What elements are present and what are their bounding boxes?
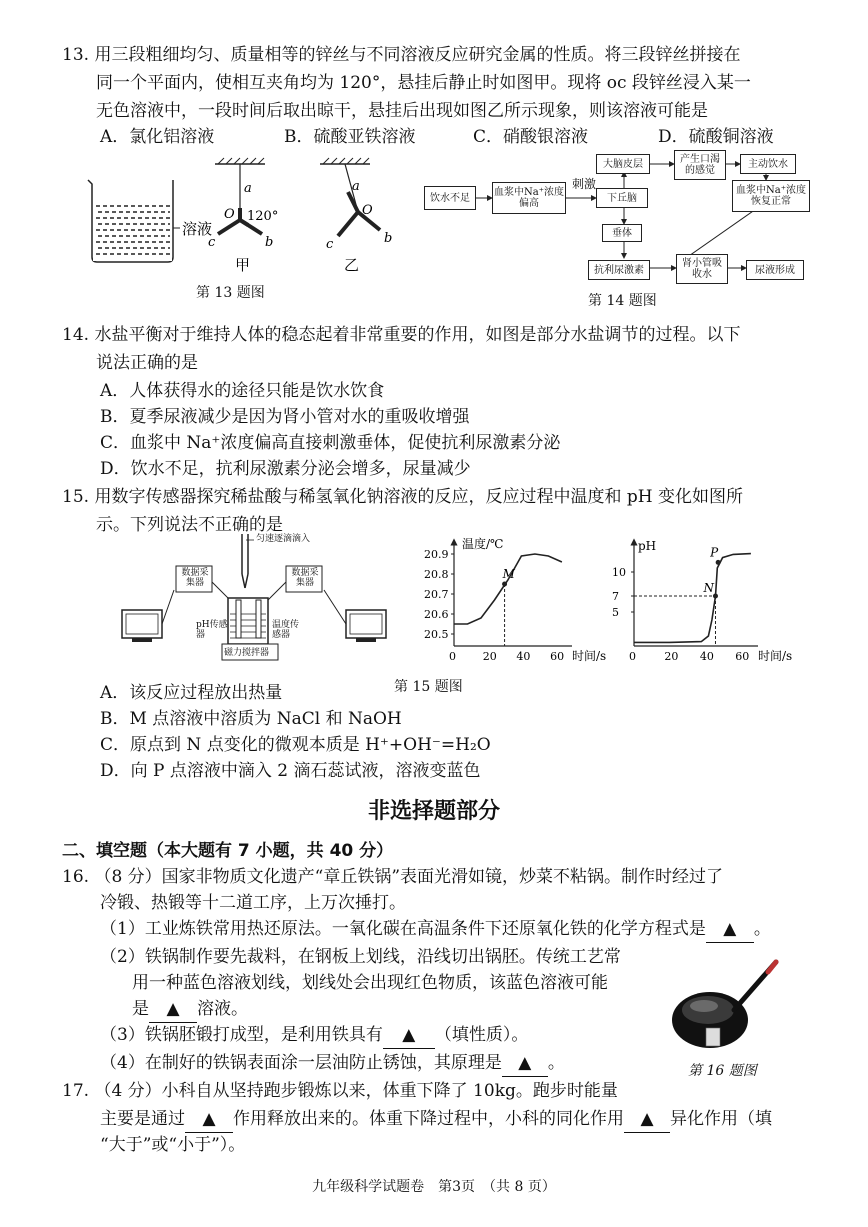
q13-line3: 无色溶液中，一段时间后取出晾干，悬挂后出现如图乙所示现象，则该溶液可能是 <box>96 101 708 121</box>
q17-line3: “大于”或“小于”）。 <box>100 1135 246 1155</box>
q14-label-stimulus: 刺激 <box>572 177 597 191</box>
q14-caption: 第 14 题图 <box>588 293 657 309</box>
temp-ytick-label: 20.6 <box>424 608 449 621</box>
ph-ytick-label: 5 <box>612 606 619 619</box>
temp-xtick-label: 0 <box>449 650 456 663</box>
q14-box-hypothalamus: 下丘脑 <box>596 188 648 208</box>
q14-line1: 14. 水盐平衡对于维持人体的稳态起着非常重要的作用，如图是部分水盐调节的过程。以下 <box>62 325 741 345</box>
q15-drip-label: 匀速逐滴滴入 <box>256 534 311 544</box>
q17-line2 <box>100 1106 772 1133</box>
q15-collector-right: 数据采集器 <box>291 568 319 588</box>
q16-wok-image <box>668 958 788 1058</box>
q13-option-a: A．氯化铝溶液 <box>100 127 215 147</box>
q15-collector-left: 数据采集器 <box>181 568 209 588</box>
q16-line2: 冷锻、热锻等十二道工序，上万次捶打。 <box>100 893 406 913</box>
q16-sub4-text: （4）在制好的铁锅表面涂一层油防止锈蚀，其原理是 <box>100 1053 502 1073</box>
temp-ytick-label: 20.8 <box>424 568 449 581</box>
section-title: 非选择题部分 <box>367 799 500 824</box>
ph-xtick-label: 60 <box>735 650 750 663</box>
svg-text:a: a <box>352 179 360 194</box>
ph-xtick-label: 40 <box>699 650 714 663</box>
svg-text:c: c <box>326 237 334 252</box>
q16-sub2c-end: 溶液。 <box>197 999 248 1019</box>
q14-box-plasma-high: 血浆中Na⁺浓度偏高 <box>492 182 566 214</box>
q13-solution-label: 溶液 <box>182 220 213 238</box>
q14-box-plasma-normal: 血浆中Na⁺浓度恢复正常 <box>732 180 810 212</box>
q15-option-a: A．该反应过程放出热量 <box>100 683 283 703</box>
temp-xtick-label: 20 <box>482 650 497 663</box>
q16-sub1 <box>100 916 771 943</box>
q16-sub2a: （2）铁锅制作要先裁料，在钢板上划线，沿线切出锅胚。传统工艺常 <box>100 947 621 967</box>
q16-sub4 <box>100 1050 565 1077</box>
q15-stirrer-label: 磁力搅拌器 <box>224 648 270 658</box>
temp-xlabel: 时间/s <box>572 649 607 663</box>
q15-temp-sensor-label: 温度传感器 <box>272 620 300 640</box>
q16-sub2c-text: 是 <box>132 999 149 1019</box>
svg-text:a: a <box>244 181 252 196</box>
q16-line1: 16. （8 分）国家非物质文化遗产“章丘铁锅”表面光滑如镜，炒菜不粘锅。制作时经过了 <box>62 867 724 887</box>
q15-caption: 第 15 题图 <box>394 679 463 695</box>
q15-apparatus <box>118 530 428 670</box>
q14-box-tubule: 肾小管吸收水 <box>676 254 728 284</box>
q16-sub3-text: （3）铁锅胚锻打成型，是利用铁具有 <box>100 1025 383 1045</box>
ph-point-p <box>716 560 721 565</box>
q17-blank-1[interactable]: ▲ <box>185 1106 233 1133</box>
q14-box-urine: 尿液形成 <box>746 260 804 280</box>
temp-point-m <box>502 582 507 587</box>
page-footer: 九年级科学试题卷 第3页 （共 8 页） <box>312 1179 556 1195</box>
part2-title: 二、填空题（本大题有 7 小题，共 40 分） <box>62 841 394 861</box>
svg-text:乙: 乙 <box>344 256 360 274</box>
q16-caption: 第 16 题图 <box>688 1063 757 1079</box>
q16-sub3-end: （填性质）。 <box>434 1025 529 1045</box>
q13-option-d: D．硫酸铜溶液 <box>658 127 774 147</box>
ph-point-p-label: P <box>710 545 719 560</box>
q14-option-c: C．血浆中 Na⁺浓度偏高直接刺激垂体，促使抗利尿激素分泌 <box>100 433 561 453</box>
temp-point-m-label: M <box>502 567 515 581</box>
q16-sub2b: 用一种蓝色溶液划线，划线处会出现红色物质，该蓝色溶液可能 <box>132 973 608 993</box>
q16-sub3-blank[interactable]: ▲ <box>383 1022 435 1049</box>
temp-ytick-label: 20.9 <box>424 548 449 561</box>
temp-xtick-label: 60 <box>550 650 565 663</box>
q17-line2a: 主要是通过 <box>100 1109 185 1129</box>
ph-ylabel: pH <box>638 539 657 553</box>
q15-ph-chart <box>608 534 808 674</box>
svg-text:甲: 甲 <box>235 256 251 274</box>
temp-ytick-label: 20.7 <box>424 588 449 601</box>
q15-option-c: C．原点到 N 点变化的微观本质是 H⁺+OH⁻=H₂O <box>100 735 491 755</box>
q15-ph-sensor-label: pH传感器 <box>196 620 228 640</box>
q15-option-b: B．M 点溶液中溶质为 NaCl 和 NaOH <box>100 709 402 729</box>
ph-xtick-label: 20 <box>664 650 679 663</box>
q14-box-active-drink: 主动饮水 <box>740 154 796 174</box>
ph-ytick-label: 7 <box>612 590 619 603</box>
q14-option-b: B．夏季尿液减少是因为肾小管对水的重吸收增强 <box>100 407 470 427</box>
q13-option-c: C．硝酸银溶液 <box>473 127 589 147</box>
ph-curve <box>634 554 751 643</box>
q14-box-adh: 抗利尿激素 <box>588 260 650 280</box>
q16-sub4-end: 。 <box>547 1053 565 1073</box>
q14-box-pituitary: 垂体 <box>602 224 642 242</box>
q17-line2c: 异化作用（填 <box>670 1109 772 1129</box>
q15-line2: 示。下列说法不正确的是 <box>96 515 283 535</box>
q14-box-cortex: 大脑皮层 <box>596 154 650 174</box>
q13-option-b: B．硫酸亚铁溶液 <box>284 127 416 147</box>
svg-text:120°: 120° <box>247 209 279 224</box>
temp-ylabel: 温度/℃ <box>462 537 504 551</box>
q14-box-drink-less: 饮水不足 <box>424 186 476 210</box>
temp-ytick-label: 20.5 <box>424 628 449 641</box>
q16-sub2-blank[interactable]: ▲ <box>149 996 197 1023</box>
q17-line2b: 作用释放出来的。体重下降过程中，小科的同化作用 <box>233 1109 624 1129</box>
q14-option-a: A．人体获得水的途径只能是饮水饮食 <box>100 381 385 401</box>
ph-xlabel: 时间/s <box>758 649 793 663</box>
q14-option-d: D．饮水不足，抗利尿激素分泌会增多，尿量减少 <box>100 459 471 479</box>
q16-sub3 <box>100 1022 528 1049</box>
q14-box-thirst: 产生口渴的感觉 <box>674 150 726 180</box>
q14-line2: 说法正确的是 <box>96 353 198 373</box>
temp-curve <box>454 554 562 624</box>
q17-blank-2[interactable]: ▲ <box>624 1106 670 1133</box>
q16-sub1-text: （1）工业炼铁常用热还原法。一氧化碳在高温条件下还原氧化铁的化学方程式是 <box>100 919 706 939</box>
q17-line1: 17. （4 分）小科自从坚持跑步锻炼以来，体重下降了 10kg。跑步时能量 <box>62 1081 618 1101</box>
svg-text:O: O <box>362 203 373 218</box>
svg-text:b: b <box>265 235 274 250</box>
q16-sub1-end: 。 <box>753 919 771 939</box>
q15-temperature-chart <box>422 534 612 674</box>
q13-figure <box>80 152 420 302</box>
svg-text:O: O <box>224 207 235 222</box>
q13-line2: 同一个平面内，使相互夹角均为 120°，悬挂后静止时如图甲。现将 oc 段锌丝浸入某一 <box>96 73 751 93</box>
svg-text:c: c <box>208 235 216 250</box>
q15-option-d: D．向 P 点溶液中滴入 2 滴石蕊试液，溶液变蓝色 <box>100 761 481 781</box>
q16-sub4-blank[interactable]: ▲ <box>502 1050 548 1077</box>
svg-text:b: b <box>384 231 393 246</box>
q16-sub2c <box>132 996 248 1023</box>
q15-line1: 15. 用数字传感器探究稀盐酸与稀氢氧化钠溶液的反应，反应过程中温度和 pH 变化如图所 <box>62 487 743 507</box>
q16-sub1-blank[interactable]: ▲ <box>706 916 754 943</box>
ph-xtick-label: 0 <box>629 650 636 663</box>
q13-caption: 第 13 题图 <box>196 285 265 301</box>
q13-line1: 13. 用三段粗细均匀、质量相等的锌丝与不同溶液反应研究金属的性质。将三段锌丝拼接在 <box>62 45 741 65</box>
ph-ytick-label: 10 <box>612 566 626 579</box>
temp-xtick-label: 40 <box>516 650 531 663</box>
ph-point-n-label: N <box>703 581 714 595</box>
